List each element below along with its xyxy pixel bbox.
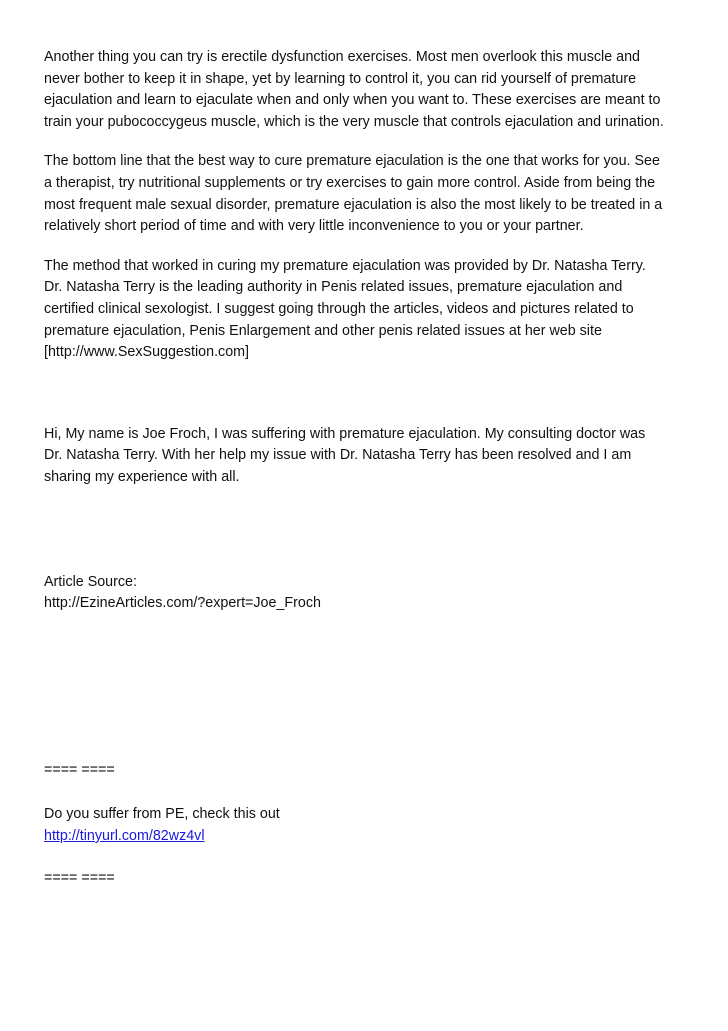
promo-text: Do you suffer from PE, check this out: [44, 806, 280, 823]
spacer: [44, 615, 692, 760]
article-source-label: Article Source:: [44, 573, 137, 590]
spacer: [44, 133, 692, 151]
separator-top: ==== ====: [44, 761, 115, 778]
spacer: [44, 847, 692, 868]
separator-bottom: ==== ====: [44, 870, 115, 887]
promo-link[interactable]: http://tinyurl.com/82wz4vl: [44, 827, 205, 844]
body-paragraph-exercises: Another thing you can try is erectile dysfunction exercises. Most men overlook this muscle and never bother to keep it in shape, yet by learning to control it, you can rid yourself of premature ejaculation and learn to ejaculate when and only when you want to. These exercises are meant to train your pubococcygeus muscle, which is the very muscle that controls ejaculation and urination.: [44, 49, 664, 130]
article-source-url: http://EzineArticles.com/?expert=Joe_Froch: [44, 595, 321, 612]
spacer: [44, 364, 692, 424]
author-bio: Hi, My name is Joe Froch, I was suffering with premature ejaculation. My consulting doctor was Dr. Natasha Terry. With her help my issue with Dr. Natasha Terry has been resolved and I am sharing my experience with all.: [44, 425, 646, 485]
body-paragraph-method: The method that worked in curing my premature ejaculation was provided by Dr. Natasha Terry. Dr. Natasha Terry is the leading authority in Penis related issues, premature ejaculation and certified clinical sexologist. I suggest going through the articles, videos and pictures related to premature ejaculation, Penis Enlargement and other penis related issues at her web site [http://www.SexSuggestion.com]: [44, 257, 646, 361]
spacer: [44, 489, 692, 572]
spacer: [44, 781, 692, 804]
document-page: [44, 47, 692, 890]
spacer: [44, 238, 692, 256]
promo-link-line: [44, 826, 692, 848]
body-paragraph-bottom-line: The bottom line that the best way to cure premature ejaculation is the one that works for you. See a therapist, try nutritional supplements or try exercises to gain more control. Aside from being the most frequent male sexual disorder, premature ejaculation is also the most likely to be treated in a relatively short period of time and with very little inconvenience to you or your partner.: [44, 153, 663, 235]
